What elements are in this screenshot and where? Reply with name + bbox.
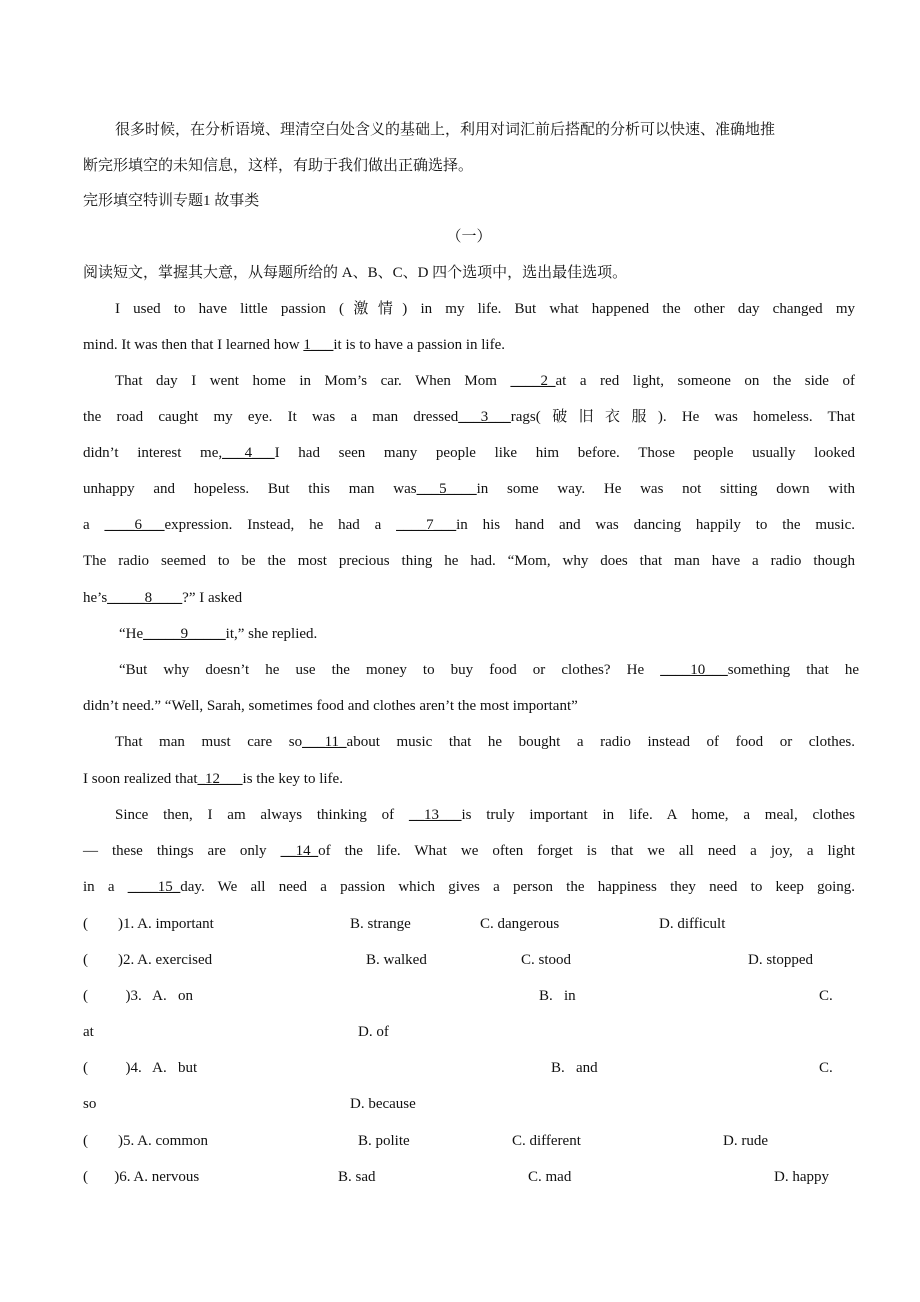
passage-text: “He (119, 626, 144, 642)
passage-text: about music that he bought a radio instead of food or clothes. (346, 734, 855, 750)
question-5-b: B. polite (358, 1133, 410, 1149)
passage-text: I soon realized that (83, 771, 198, 787)
passage-text: “But why doesn’t he use the money to buy food or clothes? He (119, 662, 661, 678)
passage-line (83, 478, 855, 500)
answer-blank: _____8____ (107, 590, 183, 606)
question-3-c-label: C. (819, 988, 833, 1004)
passage-text: unhappy and hopeless. But this man was (83, 481, 417, 497)
passage-text: — these things are only (83, 843, 281, 859)
question-6-a: ( )6. A. nervous (83, 1169, 200, 1185)
passage-line (83, 550, 855, 572)
answer-blank: ____10___ (660, 662, 728, 678)
passage-text: ?” I asked (182, 590, 243, 606)
question-2-a: ( )2. A. exercised (83, 952, 213, 968)
answer-blank: ____2_ (510, 373, 556, 389)
passage-text: Since then, I am always thinking of (115, 807, 409, 823)
passage-text: is the key to life. (242, 771, 343, 787)
question-4-d: D. because (350, 1096, 416, 1112)
passage-text: I used to have little passion (激情) in my life. But what happened the other day changed my (115, 301, 855, 317)
passage-text: in a (83, 879, 128, 895)
question-1-d: D. difficult (659, 916, 726, 932)
answer-blank: ____15_ (127, 879, 181, 895)
passage-line (115, 731, 855, 753)
question-3-b: B. in (539, 988, 576, 1004)
question-3-d: D. of (358, 1024, 389, 1040)
passage-line (83, 587, 855, 609)
passage-text: mind. It was then that I learned how (83, 337, 304, 353)
section-number: （一） (446, 229, 492, 245)
passage-line (83, 406, 855, 428)
passage-text: expression. Instead, he had a (164, 517, 397, 533)
answer-blank: __13___ (408, 807, 462, 823)
answer-blank: __14_ (280, 843, 319, 859)
passage-text: That man must care so (115, 734, 303, 750)
passage-text: at a red light, someone on the side of (555, 373, 855, 389)
topic-title: 完形填空特训专题1 故事类 (83, 193, 260, 209)
passage-text: it,” she replied. (225, 626, 318, 642)
passage-line (83, 695, 855, 717)
passage-text: a (83, 517, 105, 533)
question-5-d: D. rude (723, 1133, 768, 1149)
answer-blank: ___4___ (222, 445, 275, 461)
passage-text: is truly important in life. A home, a meal, clothes (461, 807, 855, 823)
question-6-b: B. sad (338, 1169, 376, 1185)
intro-line-1: 很多时候，在分析语境、理清空白处含义的基础上，利用对词汇前后搭配的分析可以快速、准确地推 (115, 122, 776, 138)
question-1-b: B. strange (350, 916, 411, 932)
passage-text: didn’t interest me, (83, 445, 223, 461)
question-2-d: D. stopped (748, 952, 813, 968)
passage-text: he’s (83, 590, 108, 606)
question-1-c: C. dangerous (480, 916, 560, 932)
passage-line (119, 623, 859, 645)
passage-text: didn’t need.” “Well, Sarah, sometimes food and clothes aren’t the most important” (83, 698, 578, 714)
passage-line (83, 876, 855, 898)
passage-text: of the life. What we often forget is that we all need a joy, a light (318, 843, 855, 859)
question-6-d: D. happy (774, 1169, 829, 1185)
passage-text: in some way. He was not sitting down with (476, 481, 855, 497)
answer-blank: 1___ (303, 337, 334, 353)
question-2-c: C. stood (521, 952, 572, 968)
question-4-b: B. and (551, 1060, 598, 1076)
answer-blank: ____7___ (396, 517, 457, 533)
answer-blank: ___5____ (416, 481, 477, 497)
instructions: 阅读短文，掌握其大意，从每题所给的 A、B、C、D 四个选项中，选出最佳选项。 (83, 265, 628, 281)
passage-line (83, 442, 855, 464)
passage-line (115, 370, 855, 392)
passage-line (83, 334, 855, 356)
passage-text: it is to have a passion in life. (333, 337, 505, 353)
passage-text: That day I went home in Mom’s car. When Mom (115, 373, 511, 389)
question-4-c-label: C. (819, 1060, 833, 1076)
question-4-a: ( )4. A. but (83, 1060, 198, 1076)
answer-blank: _12___ (197, 771, 243, 787)
answer-blank: ____6___ (104, 517, 165, 533)
passage-line (83, 840, 855, 862)
passage-text: rags(破旧衣服). He was homeless. That (510, 409, 855, 425)
question-1-a: ( )1. A. important (83, 916, 214, 932)
answer-blank: ___3___ (458, 409, 511, 425)
answer-blank: _____9_____ (143, 626, 226, 642)
question-3-a: ( )3. A. on (83, 988, 193, 1004)
question-5-c: C. different (512, 1133, 581, 1149)
passage-line (83, 514, 855, 536)
passage-text: the road caught my eye. It was a man dressed (83, 409, 459, 425)
passage-text: I had seen many people like him before. Those people usually looked (274, 445, 855, 461)
passage-text: in his hand and was dancing happily to the music. (456, 517, 855, 533)
answer-blank: ___11_ (302, 734, 347, 750)
passage-line (119, 659, 859, 681)
passage-line (115, 804, 855, 826)
question-4-c: so (83, 1096, 97, 1112)
passage-text: The radio seemed to be the most precious thing he had. “Mom, why does that man have a radio though (83, 553, 855, 569)
passage-text: day. We all need a passion which gives a person the happiness they need to keep going. (180, 879, 855, 895)
passage-text: something that he (727, 662, 859, 678)
intro-line-2: 断完形填空的未知信息，这样，有助于我们做出正确选择。 (83, 158, 474, 174)
question-5-a: ( )5. A. common (83, 1133, 208, 1149)
question-3-c: at (83, 1024, 94, 1040)
passage-line (83, 768, 855, 790)
question-2-b: B. walked (366, 952, 427, 968)
passage-line (115, 298, 855, 320)
question-6-c: C. mad (528, 1169, 572, 1185)
